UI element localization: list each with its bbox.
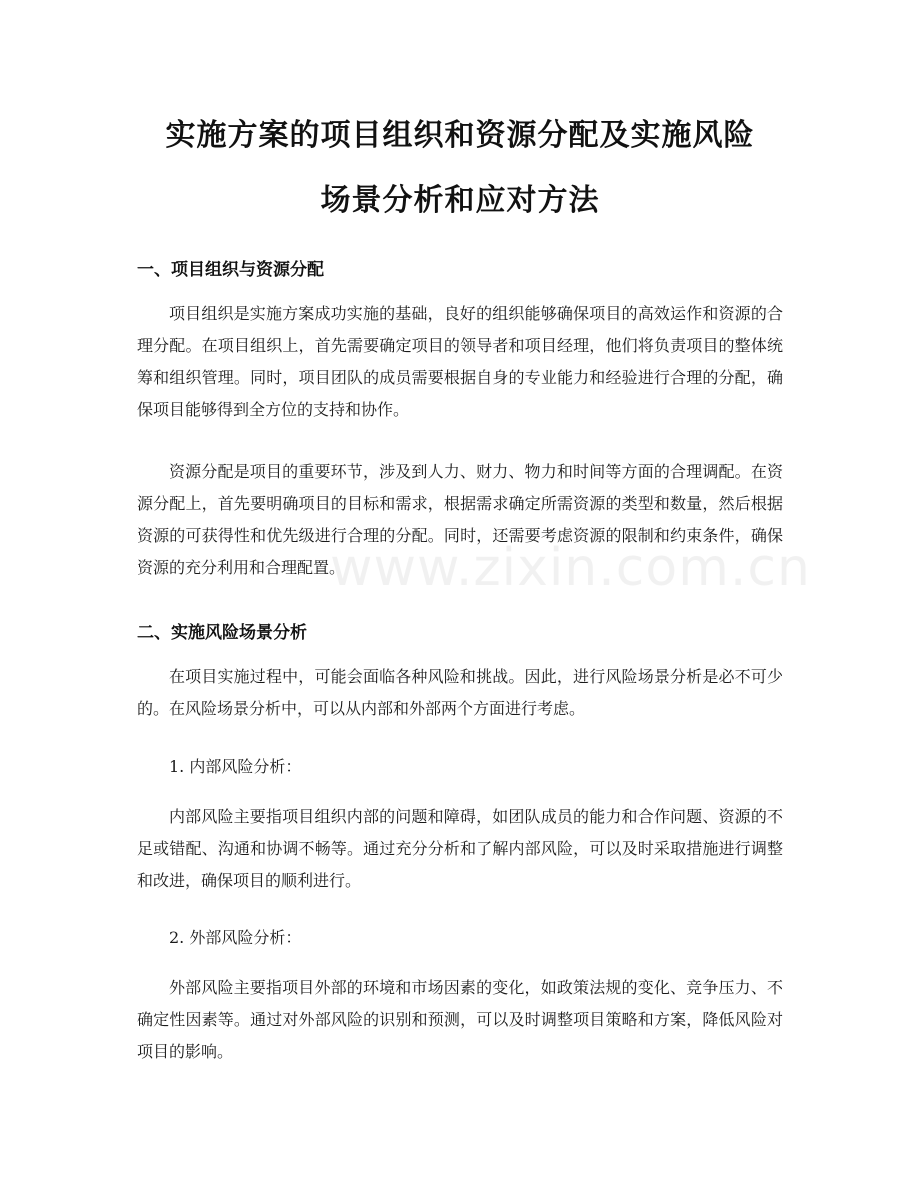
section-heading-1: 一、项目组织与资源分配 [137,260,324,280]
section-1-paragraph-1: 项目组织是实施方案成功实施的基础，良好的组织能够确保项目的高效运作和资源的合理分配。在项目组织上，首先需要确定项目的领导者和项目经理，他们将负责项目的整体统筹和组织管理。同时，项目团队的成员需要根据自身的专业能力和经验进行合理的分配，确保项目能够得到全方位的支持和协作。 [137,304,783,419]
list-item-text-2: 外部风险主要指项目外部的环境和市场因素的变化，如政策法规的变化、竞争压力、不确定性因素等。通过对外部风险的识别和预测，可以及时调整项目策略和方案，降低风险对项目的影响。 [137,978,783,1061]
list-item-label-2: 2. 外部风险分析： [169,928,302,947]
list-item-text-1: 内部风险主要指项目组织内部的问题和障碍，如团队成员的能力和合作问题、资源的不足或错配、沟通和协调不畅等。通过充分分析和了解内部风险，可以及时采取措施进行调整和改进，确保项目的顺利进行。 [137,807,783,890]
section-heading-2: 二、实施风险场景分析 [137,623,307,643]
document-title-line-2: 场景分析和应对方法 [320,183,600,218]
section-2-intro: 在项目实施过程中，可能会面临各种风险和挑战。因此，进行风险场景分析是必不可少的。在风险场景分析中，可以从内部和外部两个方面进行考虑。 [137,667,783,718]
watermark: www.zixin.com.cn [330,538,811,598]
document-title-line-1: 实施方案的项目组织和资源分配及实施风险 [165,118,755,153]
section-1-paragraph-2: 资源分配是项目的重要环节，涉及到人力、财力、物力和时间等方面的合理调配。在资源分配上，首先要明确项目的目标和需求，根据需求确定所需资源的类型和数量，然后根据资源的可获得性和优先级进行合理的分配。同时，还需要考虑资源的限制和约束条件，确保资源的充分利用和合理配置。 [137,462,783,577]
list-item-label-1: 1. 内部风险分析： [169,757,302,776]
